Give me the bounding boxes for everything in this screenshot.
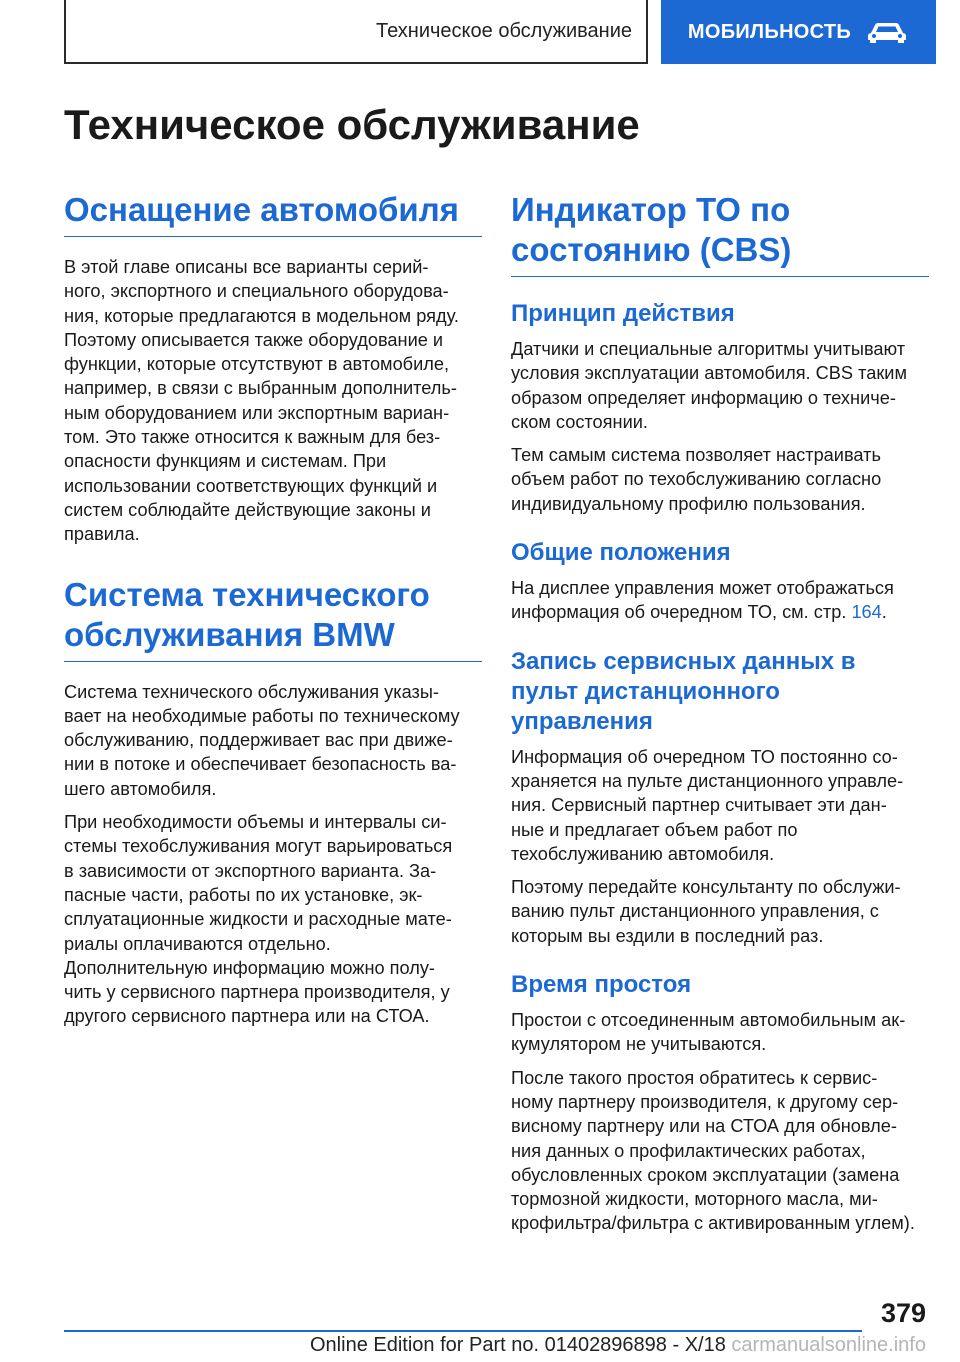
service-system-paragraph-2: При необходимости объемы и интервалы си- стемы техобслуживания могут варьироваться в зависимости от экспортного варианта. За- пасные части, работы по их установке, эк- сплуатационные жидкости и расходные мате- риалы оплачиваются отдельно. Дополнительную информацию можно полу- чить у сервисного партнера производителя, у другого сервисного партнера или на СТОА. (64, 812, 453, 1027)
page-title: Техническое обслуживание (64, 101, 640, 148)
record-paragraph-2: Поэтому передайте консультанту по обслужи- ванию пульт дистанционного управления, с которым вы ездили в последний раз. (511, 877, 901, 946)
record-paragraph-1: Информация об очередном ТО постоянно со- храняется на пульте дистанционного управле- ния. Сервисный партнер считывает эти дан- ные и предлагает объем работ по техобслуживанию автомобиля. (511, 746, 904, 864)
general-paragraph: На дисплее управления может отображаться информация об очередном ТО, см. стр. 164. (511, 578, 894, 623)
footer-divider (64, 1330, 862, 1332)
equipment-paragraph: В этой главе описаны все варианты серий- ного, экспортного и специального оборудова- ния, которые предлагаются в модельном ряду. Поэтому описывается также оборудование и функции, которые отсутствуют в автомобиле, например, в связи с выбранным дополнитель- ным оборудованием или экспортным вариан- том. Это также относится к важным для без- опасности функциям и системам. При использовании соответствующих функций и систем соблюдайте действующие законы и правила. (64, 257, 459, 545)
car-icon (865, 20, 909, 44)
subheading-downtime: Время простоя (511, 971, 692, 999)
subheading-principle: Принцип действия (511, 300, 735, 327)
header-chapter-label: МОБИЛЬНОСТЬ (687, 20, 852, 43)
right-column (511, 190, 929, 1236)
watermark: carmanualsonline.info (731, 1334, 926, 1356)
section-heading-equipment: Оснащение автомобиля (64, 190, 482, 237)
page-number: 379 (880, 1298, 926, 1328)
page-reference-link[interactable]: 164 (851, 602, 882, 623)
principle-paragraph-2: Тем самым система позволяет настраивать объем работ по техобслуживанию согласно индивидуальному профилю пользования. (511, 445, 882, 514)
header-chapter-tab (661, 0, 936, 64)
service-system-paragraph-1: Система технического обслуживания указы- вает на необходимые работы по техническому обслуживанию, поддерживает вас при движе- нии в потоке и обеспечивает безопасность ва- шего автомобиля. (64, 681, 460, 799)
subheading-record-service-data: Запись сервисных данных в пульт дистанционного управления (511, 647, 856, 735)
subheading-general: Общие положения (511, 539, 731, 567)
header-section-label: Техническое обслуживание (376, 19, 632, 42)
left-column (64, 190, 482, 1029)
section-heading-bmw-service-system: Система технического обслуживания BMW (64, 575, 482, 662)
principle-paragraph-1: Датчики и специальные алгоритмы учитывают условия эксплуатации автомобиля. CBS таким образом определяет информацию о техниче- ском состоянии. (511, 339, 907, 432)
downtime-paragraph-2: После такого простоя обратитесь к сервис- ному партнеру производителя, к другому сер- висному партнеру или на СТОА для обновле- ния данных о профилактических работах, обусловленных сроком эксплуатации (замена тормозной жидкости, моторного масла, ми- крофильтра/фильтра с активированным углем). (511, 1067, 915, 1234)
footer-edition-text: Online Edition for Part no. 01402896898 - X/18 (310, 1334, 726, 1356)
footer-edition (310, 1334, 926, 1357)
downtime-paragraph-1: Простои с отсоединенным автомобильным ак- кумулятором не учитываются. (511, 1010, 906, 1055)
header-section-tab (64, 0, 648, 64)
section-heading-cbs: Индикатор ТО по состоянию (CBS) (511, 190, 929, 277)
